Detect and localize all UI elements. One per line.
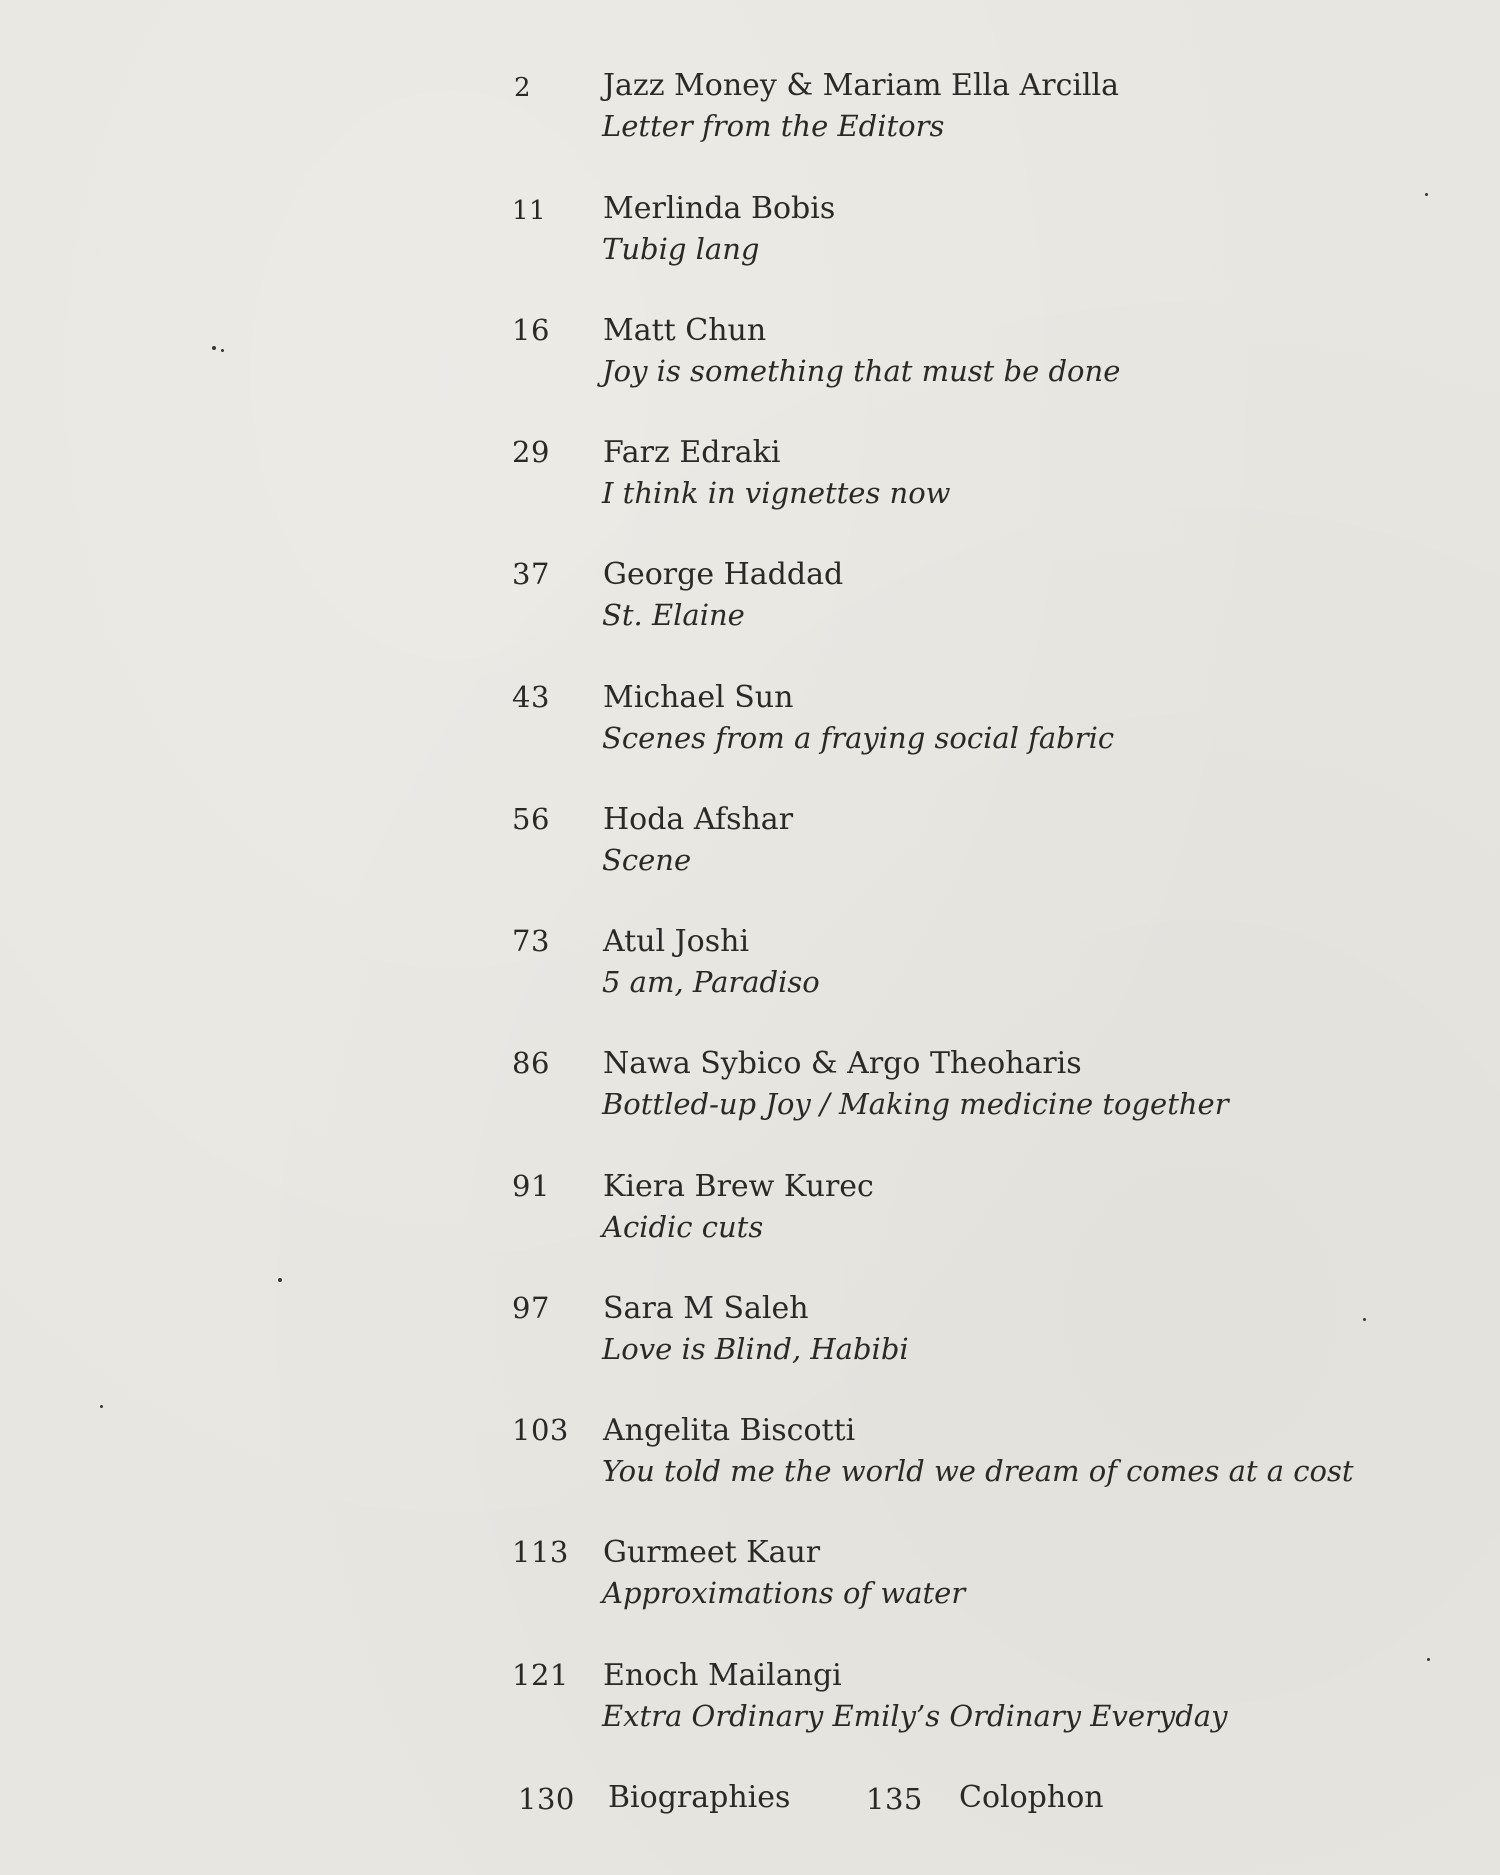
piece-title: Extra Ordinary Emily’s Ordinary Everyday — [602, 1699, 1228, 1733]
piece-title: You told me the world we dream of comes at a cost — [602, 1454, 1354, 1488]
author-name: Michael Sun — [603, 680, 794, 715]
page-number: 37 — [512, 557, 550, 591]
toc-entry[interactable] — [512, 1291, 1412, 1401]
toc-entry[interactable] — [512, 557, 1412, 667]
toc-entry[interactable] — [512, 802, 1412, 912]
toc-entry[interactable] — [512, 1413, 1412, 1523]
toc-entry[interactable] — [512, 1169, 1412, 1279]
toc-entry[interactable] — [512, 68, 1412, 178]
page-number: 29 — [512, 435, 550, 469]
piece-title: Approximations of water — [602, 1576, 966, 1610]
page-number: 73 — [512, 924, 550, 958]
toc-entry[interactable] — [512, 435, 1412, 545]
piece-title: Acidic cuts — [602, 1210, 764, 1244]
page-number: 91 — [512, 1169, 550, 1203]
page-number: 130 — [518, 1782, 575, 1816]
author-name: Kiera Brew Kurec — [603, 1169, 874, 1204]
piece-title: Scenes from a fraying social fabric — [602, 721, 1115, 755]
toc-entry[interactable] — [512, 1535, 1412, 1645]
piece-title: St. Elaine — [602, 598, 745, 632]
toc-entry[interactable] — [512, 680, 1412, 790]
page-number: 86 — [512, 1046, 550, 1080]
page-number: 135 — [866, 1782, 923, 1816]
piece-title: Letter from the Editors — [602, 109, 945, 143]
author-name: George Haddad — [603, 557, 844, 592]
author-name: Nawa Sybico & Argo Theoharis — [603, 1046, 1082, 1081]
author-name: Matt Chun — [603, 313, 767, 348]
piece-title: I think in vignettes now — [602, 476, 951, 510]
piece-title: Joy is something that must be done — [602, 354, 1121, 388]
author-name: Gurmeet Kaur — [603, 1535, 821, 1570]
toc-entry[interactable] — [512, 1658, 1412, 1768]
author-name: Jazz Money & Mariam Ella Arcilla — [603, 68, 1120, 103]
page-number: 56 — [512, 802, 550, 836]
piece-title: Love is Blind, Habibi — [602, 1332, 909, 1366]
toc-entry[interactable] — [512, 924, 1412, 1034]
author-name: Merlinda Bobis — [603, 191, 836, 226]
toc-entry[interactable] — [512, 191, 1412, 301]
page-number: 113 — [512, 1535, 569, 1569]
author-name: Hoda Afshar — [603, 802, 794, 837]
piece-title: Bottled-up Joy / Making medicine together — [602, 1087, 1229, 1121]
author-name: Sara M Saleh — [603, 1291, 809, 1326]
page-number: 97 — [512, 1291, 550, 1325]
page-number: 121 — [512, 1658, 569, 1692]
author-name: Angelita Biscotti — [603, 1413, 856, 1448]
page-number: 2 — [514, 73, 532, 103]
page-number: 11 — [512, 196, 547, 226]
piece-title: 5 am, Paradiso — [602, 965, 820, 999]
page-number: 16 — [512, 313, 550, 347]
page-number: 103 — [512, 1413, 569, 1447]
toc-entry-biographies[interactable] — [518, 1780, 818, 1820]
toc-entry[interactable] — [512, 313, 1412, 423]
author-name: Farz Edraki — [603, 435, 781, 470]
page-number: 43 — [512, 680, 550, 714]
author-name: Enoch Mailangi — [603, 1658, 842, 1693]
toc-entry-colophon[interactable] — [866, 1780, 1166, 1820]
toc-entry[interactable] — [512, 1046, 1412, 1156]
colophon-label: Colophon — [959, 1780, 1104, 1815]
piece-title: Tubig lang — [602, 232, 760, 266]
biographies-label: Biographies — [608, 1780, 791, 1815]
piece-title: Scene — [602, 843, 692, 877]
author-name: Atul Joshi — [603, 924, 750, 959]
